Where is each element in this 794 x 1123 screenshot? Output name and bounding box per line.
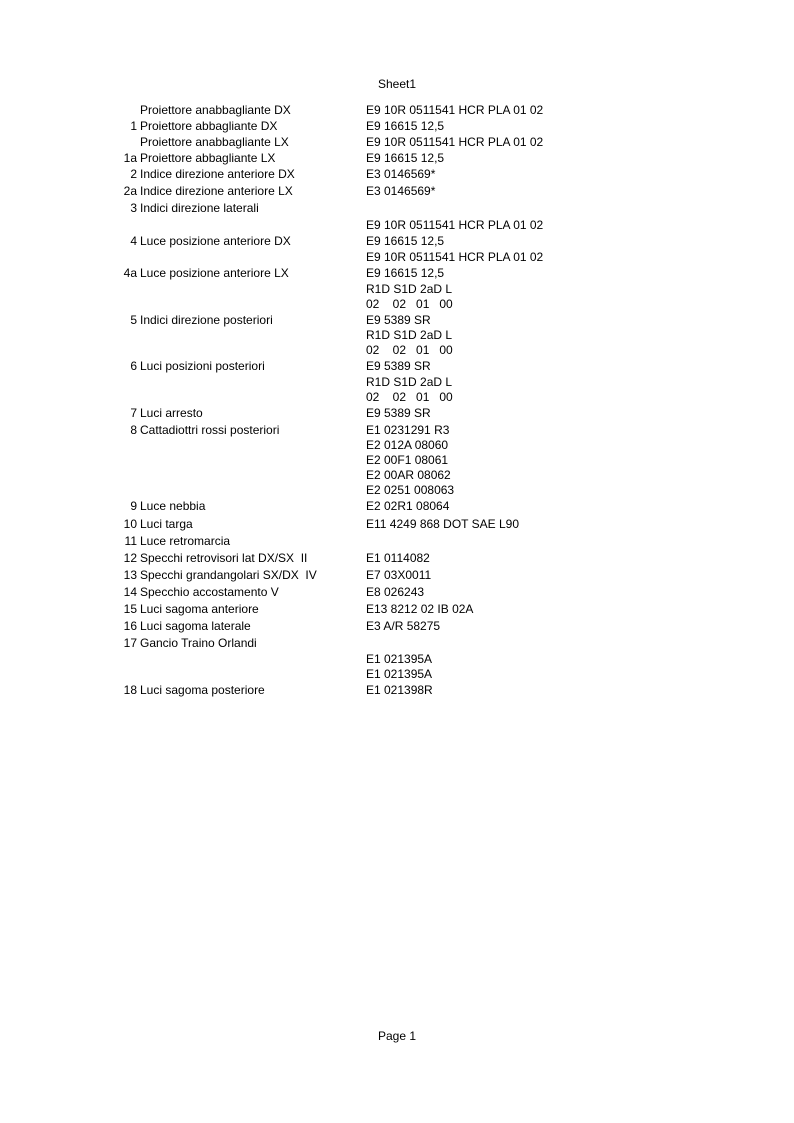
row-description: Luci sagoma laterale (140, 619, 251, 633)
row-approval-code: R1D S1D 2aD L (366, 328, 453, 342)
row-number: 4 (130, 234, 137, 248)
table-row (0, 667, 794, 682)
row-number: 4a (123, 266, 137, 280)
table-row (0, 568, 794, 583)
row-approval-code: E2 02R1 08064 (366, 499, 450, 513)
row-number: 17 (123, 636, 137, 650)
table-row (0, 483, 794, 498)
table-row (0, 313, 794, 328)
table-row (0, 406, 794, 421)
table-row (0, 534, 794, 549)
table-row (0, 652, 794, 667)
row-approval-code: E2 0251 008063 (366, 483, 455, 497)
row-number: 13 (123, 568, 137, 582)
table-row (0, 234, 794, 249)
row-description: Luci sagoma anteriore (140, 602, 259, 616)
table-row (0, 602, 794, 617)
row-approval-code: E9 16615 12,5 (366, 151, 445, 165)
row-description: Proiettore abbagliante LX (140, 151, 276, 165)
row-approval-code: E9 16615 12,5 (366, 119, 445, 133)
row-approval-code: E11 4249 868 DOT SAE L90 (366, 517, 519, 531)
row-approval-code: E9 5389 SR (366, 313, 431, 327)
table-row (0, 266, 794, 281)
row-description: Luci sagoma posteriore (140, 683, 265, 697)
row-approval-code: E1 021398R (366, 683, 433, 697)
row-approval-code: 02 02 01 00 (366, 343, 453, 357)
table-row (0, 468, 794, 483)
table-row (0, 551, 794, 566)
table-row (0, 390, 794, 405)
table-row (0, 636, 794, 651)
row-approval-code: E13 8212 02 IB 02A (366, 602, 474, 616)
sheet-title: Sheet1 (377, 77, 417, 91)
row-number: 6 (130, 359, 137, 373)
row-approval-code: E9 10R 0511541 HCR PLA 01 02 (366, 250, 544, 264)
row-approval-code: E9 16615 12,5 (366, 234, 445, 248)
row-number: 5 (130, 313, 137, 327)
table-row (0, 201, 794, 216)
row-approval-code: E2 00AR 08062 (366, 468, 451, 482)
row-number: 12 (123, 551, 137, 565)
row-description: Proiettore abbagliante DX (140, 119, 278, 133)
row-number: 2a (123, 184, 137, 198)
table-row (0, 250, 794, 265)
row-approval-code: E9 10R 0511541 HCR PLA 01 02 (366, 218, 544, 232)
row-approval-code: R1D S1D 2aD L (366, 282, 453, 296)
row-approval-code: E9 10R 0511541 HCR PLA 01 02 (366, 103, 544, 117)
table-row (0, 184, 794, 199)
table-row (0, 119, 794, 134)
row-description: Proiettore anabbagliante LX (140, 135, 289, 149)
table-row (0, 135, 794, 150)
table-row (0, 359, 794, 374)
row-approval-code: E7 03X0011 (366, 568, 432, 582)
row-number: 14 (123, 585, 137, 599)
row-description: Gancio Traino Orlandi (140, 636, 257, 650)
row-description: Specchi grandangolari SX/DX IV (140, 568, 317, 582)
row-description: Luce posizione anteriore DX (140, 234, 291, 248)
table-row (0, 517, 794, 532)
table-row (0, 297, 794, 312)
row-description: Specchio accostamento V (140, 585, 279, 599)
table-row (0, 218, 794, 233)
table-row (0, 619, 794, 634)
table-row (0, 499, 794, 514)
row-approval-code: 02 02 01 00 (366, 297, 453, 311)
table-row (0, 423, 794, 438)
row-approval-code: R1D S1D 2aD L (366, 375, 453, 389)
row-description: Indici direzione posteriori (140, 313, 273, 327)
row-number: 3 (130, 201, 137, 215)
table-row (0, 151, 794, 166)
table-row (0, 438, 794, 453)
row-number: 7 (130, 406, 137, 420)
table-row (0, 328, 794, 343)
row-number: 2 (130, 167, 137, 181)
row-description: Luci arresto (140, 406, 203, 420)
row-number: 15 (123, 602, 137, 616)
row-description: Indice direzione anteriore LX (140, 184, 293, 198)
row-number: 1a (123, 151, 137, 165)
table-row (0, 282, 794, 297)
row-description: Luce nebbia (140, 499, 206, 513)
table-row (0, 167, 794, 182)
row-number: 18 (123, 683, 137, 697)
row-description: Indice direzione anteriore DX (140, 167, 295, 181)
row-approval-code: E9 10R 0511541 HCR PLA 01 02 (366, 135, 544, 149)
table-row (0, 683, 794, 698)
row-number: 1 (130, 119, 137, 133)
row-number: 11 (124, 534, 137, 548)
row-description: Indici direzione laterali (140, 201, 259, 215)
row-description: Specchi retrovisori lat DX/SX II (140, 551, 308, 565)
row-approval-code: 02 02 01 00 (366, 390, 453, 404)
table-row (0, 103, 794, 118)
row-description: Luci targa (140, 517, 193, 531)
row-number: 8 (130, 423, 137, 437)
row-description: Luci posizioni posteriori (140, 359, 265, 373)
row-approval-code: E9 5389 SR (366, 406, 431, 420)
row-description: Cattadiottri rossi posteriori (140, 423, 280, 437)
row-approval-code: E9 5389 SR (366, 359, 431, 373)
row-approval-code: E1 021395A (366, 652, 433, 666)
row-number: 9 (130, 499, 137, 513)
table-row (0, 343, 794, 358)
table-row (0, 375, 794, 390)
row-description: Proiettore anabbagliante DX (140, 103, 291, 117)
row-number: 16 (123, 619, 137, 633)
table-row (0, 453, 794, 468)
row-description: Luce posizione anteriore LX (140, 266, 289, 280)
row-approval-code: E9 16615 12,5 (366, 266, 445, 280)
page-number: Page 1 (377, 1029, 417, 1043)
row-approval-code: E1 021395A (366, 667, 433, 681)
row-approval-code: E2 012A 08060 (366, 438, 449, 452)
row-approval-code: E2 00F1 08061 (366, 453, 449, 467)
row-approval-code: E8 026243 (366, 585, 425, 599)
row-approval-code: E3 0146569* (366, 184, 436, 198)
row-approval-code: E3 A/R 58275 (366, 619, 441, 633)
row-approval-code: E1 0231291 R3 (366, 423, 450, 437)
row-approval-code: E1 0114082 (366, 551, 430, 565)
row-approval-code: E3 0146569* (366, 167, 436, 181)
row-description: Luce retromarcia (140, 534, 231, 548)
table-row (0, 585, 794, 600)
row-number: 10 (123, 517, 137, 531)
